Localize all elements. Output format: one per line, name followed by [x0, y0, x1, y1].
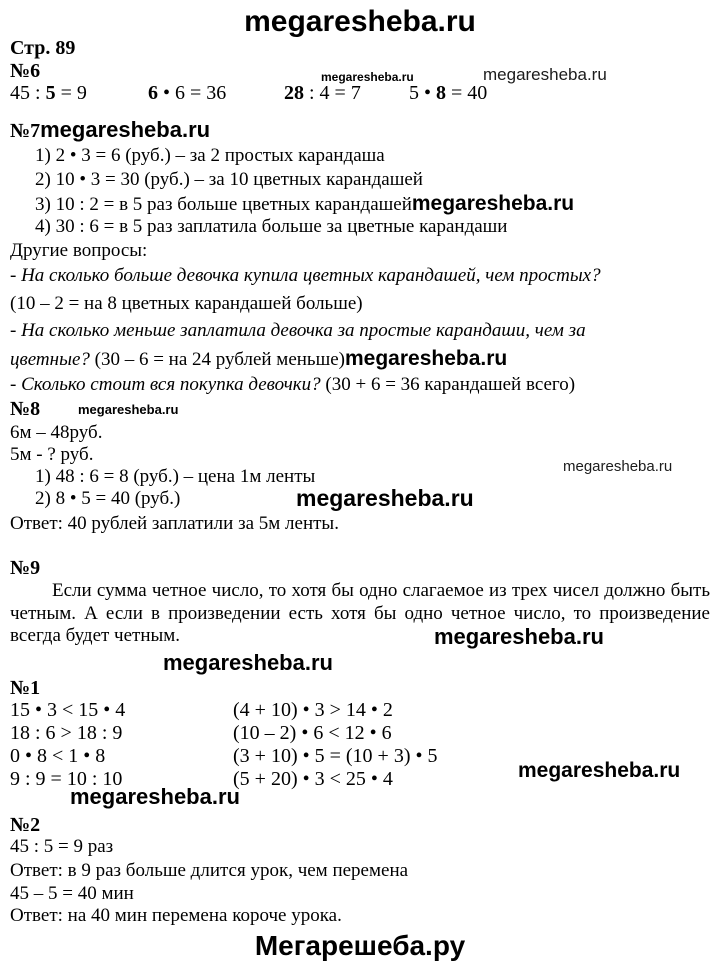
list-item: 4) 30 : 6 = в 5 раз заплатила больше за цветные карандаши: [35, 216, 508, 237]
answer-line: Ответ: в 9 раз больше длится урок, чем перемена: [10, 860, 409, 881]
watermark: megaresheba.ru: [78, 402, 179, 417]
question-line: - На сколько меньше заплатила девочка за простые карандаши, чем за: [10, 320, 586, 341]
watermark: megaresheba.ru: [411, 192, 575, 215]
list-item: 1) 2 • 3 = 6 (руб.) – за 2 простых карандаша: [35, 145, 385, 166]
comparison-right: (10 – 2) • 6 < 12 • 6: [233, 722, 392, 744]
section-7-title-row: [10, 117, 210, 143]
comparison-left: 18 : 6 > 18 : 9: [10, 722, 123, 744]
watermark: megaresheba.ru: [345, 347, 508, 370]
comparison-right: (3 + 10) • 5 = (10 + 3) • 5: [233, 745, 438, 767]
watermark: megaresheba.ru: [434, 624, 604, 649]
watermark: megaresheba.ru: [518, 759, 681, 782]
step-line: 2) 8 • 5 = 40 (руб.): [35, 488, 181, 509]
paragraph: Если сумма четное число, то хотя бы одно слагаемое из трех чисел должно быть четным. А если в произведении есть хотя бы одно четное число, то произведение всегда будет четным.: [10, 580, 710, 646]
comparison-left: 15 • 3 < 15 • 4: [10, 699, 126, 721]
answer-line: Ответ: на 40 мин перемена короче урока.: [10, 905, 342, 926]
list-item: 2) 10 • 3 = 30 (руб.) – за 10 цветных карандашей: [35, 169, 423, 190]
section-1-title: №1: [10, 677, 41, 699]
comparison-right: (4 + 10) • 3 > 14 • 2: [233, 699, 393, 721]
watermark: megaresheba.ru: [563, 458, 673, 475]
comparison-right: (5 + 20) • 3 < 25 • 4: [233, 768, 393, 790]
answer-line: (10 – 2 = на 8 цветных карандашей больше): [10, 293, 363, 314]
watermark: megaresheba.ru: [163, 650, 333, 675]
given-line: 6м – 48руб.: [10, 422, 103, 443]
question-answer-line: цветные? (30 – 6 = на 24 рублей меньше)megaresheba.ru: [10, 347, 508, 370]
watermark: megaresheba.ru: [483, 65, 607, 84]
given-line: 5м - ? руб.: [10, 444, 94, 465]
comparison-left: 9 : 9 = 10 : 10: [10, 768, 123, 790]
equation: 5 • 8 = 40: [409, 82, 488, 104]
equation: 28 : 4 = 7: [284, 82, 361, 104]
other-questions-label: Другие вопросы:: [10, 240, 148, 261]
equation: 45 : 5 = 9: [10, 82, 87, 104]
watermark: megaresheba.ru: [296, 485, 474, 511]
step-line: 1) 48 : 6 = 8 (руб.) – цена 1м ленты: [35, 466, 316, 487]
footer-brand: Мегарешеба.ру: [254, 930, 466, 961]
section-2-title: №2: [10, 814, 41, 836]
question-line: - На сколько больше девочка купила цветных карандашей, чем простых?: [10, 265, 601, 286]
comparison-left: 0 • 8 < 1 • 8: [10, 745, 106, 767]
list-item: 3) 10 : 2 = в 5 раз больше цветных карандашейmegaresheba.ru: [35, 192, 575, 215]
section-9-title: №9: [10, 557, 41, 579]
watermark: megaresheba.ru: [70, 784, 240, 809]
solution-line: 45 – 5 = 40 мин: [10, 883, 134, 904]
solution-line: 45 : 5 = 9 раз: [10, 836, 114, 857]
section-6-title: №6: [10, 60, 41, 82]
page-label: Стр. 89: [10, 37, 76, 59]
watermark: megaresheba.ru: [40, 117, 211, 142]
section-8-title: №8: [10, 398, 41, 420]
header-watermark: megaresheba.ru: [244, 5, 476, 38]
question-answer-line: - Сколько стоит вся покупка девочки? (30 + 6 = 36 карандашей всего): [10, 374, 576, 395]
watermark: megaresheba.ru: [321, 70, 414, 84]
section-7-title: №7: [10, 120, 41, 142]
answer-line: Ответ: 40 рублей заплатили за 5м ленты.: [10, 513, 339, 534]
equation: 6 • 6 = 36: [148, 82, 227, 104]
